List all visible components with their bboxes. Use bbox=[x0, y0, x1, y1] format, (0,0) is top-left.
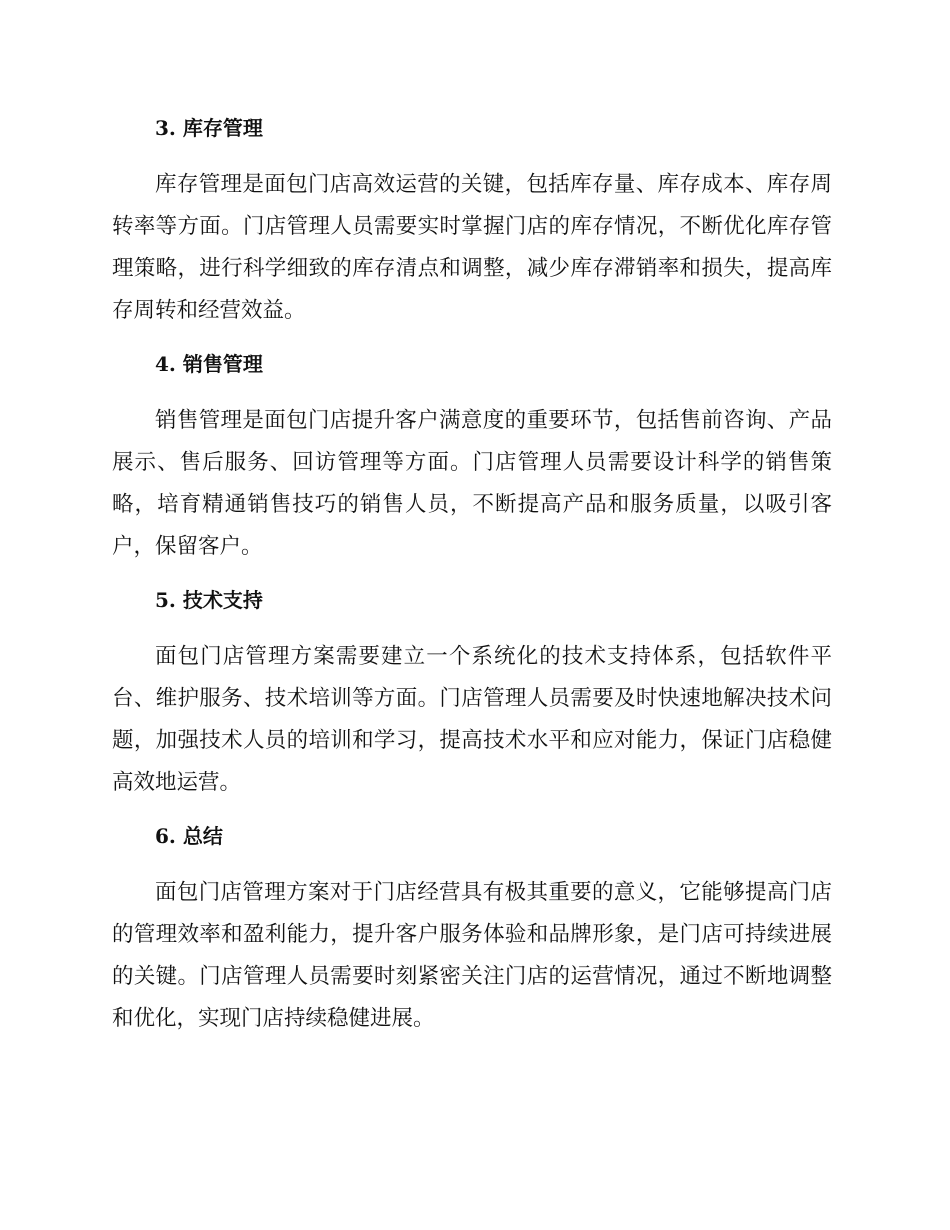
section-paragraph: 销售管理是面包门店提升客户满意度的重要环节，包括售前咨询、产品展示、售后服务、回访管理等方面。门店管理人员需要设计科学的销售策略，培育精通销售技巧的销售人员，不断提高产品和服务质量，以吸引客户，保留客户。 bbox=[112, 408, 832, 559]
section-heading: 4. 销售管理 bbox=[155, 352, 263, 376]
section-inventory-management bbox=[112, 112, 832, 332]
section-paragraph: 面包门店管理方案需要建立一个系统化的技术支持体系，包括软件平台、维护服务、技术培训等方面。门店管理人员需要及时快速地解决技术问题，加强技术人员的培训和学习，提高技术水平和应对能力，保证门店稳健高效地运营。 bbox=[112, 644, 832, 795]
section-heading: 3. 库存管理 bbox=[155, 116, 263, 140]
section-paragraph: 面包门店管理方案对于门店经营具有极其重要的意义，它能够提高门店的管理效率和盈利能力，提升客户服务体验和品牌形象，是门店可持续进展的关键。门店管理人员需要时刻紧密关注门店的运营情况，通过不断地调整和优化，实现门店持续稳健进展。 bbox=[112, 880, 832, 1031]
section-summary bbox=[112, 820, 832, 1040]
section-heading: 5. 技术支持 bbox=[155, 588, 263, 612]
section-technical-support bbox=[112, 584, 832, 804]
section-paragraph: 库存管理是面包门店高效运营的关键，包括库存量、库存成本、库存周转率等方面。门店管理人员需要实时掌握门店的库存情况，不断优化库存管理策略，进行科学细致的库存清点和调整，减少库存滞销率和损失，提高库存周转和经营效益。 bbox=[112, 172, 832, 323]
section-heading: 6. 总结 bbox=[155, 824, 223, 848]
section-sales-management bbox=[112, 348, 832, 568]
